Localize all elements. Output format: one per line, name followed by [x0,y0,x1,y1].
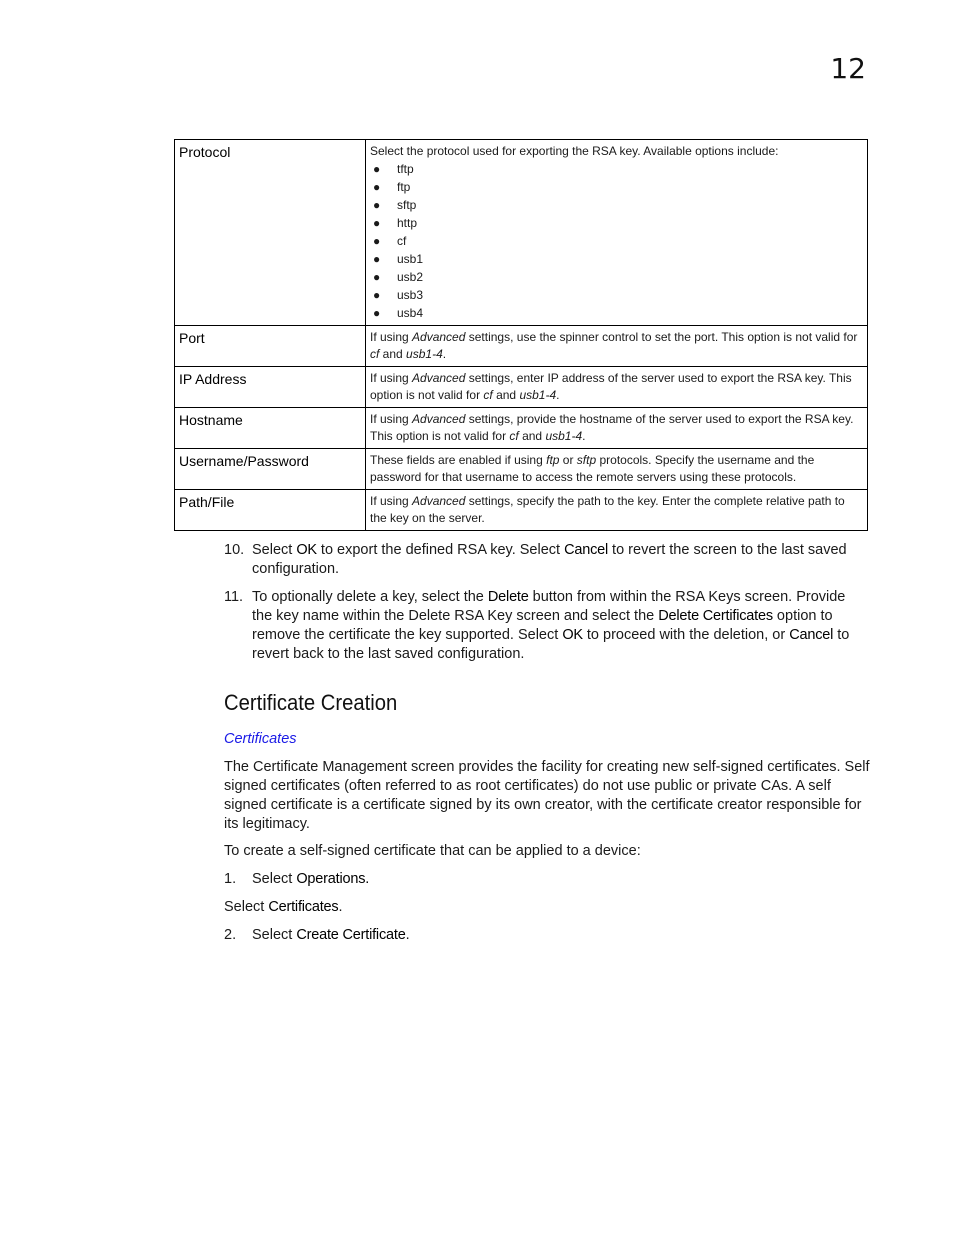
text: to revert back to the last saved configuration. [252,627,850,662]
step-number: 2. [224,927,237,943]
list-item [224,870,868,889]
step-number: 10. [224,542,245,558]
bullet-icon: ● [373,162,381,176]
param-description [366,140,868,326]
step-number: 1. [224,871,237,887]
text: If using [370,412,413,426]
text: option to remove the certificate the key supported. Select [252,608,833,643]
text: settings, enter IP address of the server used to export the RSA key. This option is not valid for [370,371,852,402]
emphasis: Advanced [412,494,466,508]
table-row [175,449,868,490]
bullet-icon: ● [373,306,381,320]
list-item [373,160,863,178]
emphasis: cf [370,347,380,361]
ui-label: Certificates [268,899,339,915]
step-10 [224,541,868,579]
param-description [366,490,868,531]
text: to export the defined RSA key. Select [316,542,565,558]
param-name: Username/Password [175,449,366,490]
text: and [492,388,520,402]
text: Select [252,871,297,887]
text: . [556,388,560,402]
text: These fields are enabled if using [370,453,547,467]
text: Select [252,542,297,558]
text: . [442,347,447,361]
ui-label: Cancel [789,627,834,643]
bullet-icon: ● [373,234,381,248]
option-label: cf [397,234,407,248]
text: and [518,429,546,443]
protocol-options-list [370,160,863,322]
list-item [373,304,863,322]
text: settings, specify the path to the key. Enter the complete relative path to the key on the server. [370,494,845,525]
text: . [405,927,410,943]
list-item [373,268,863,286]
bullet-icon: ● [373,180,381,194]
text: Select [224,899,269,915]
emphasis: usb1-4 [406,347,443,361]
text: . [582,429,586,443]
option-label: usb1 [397,252,424,266]
table-row [175,408,868,449]
option-label: ftp [397,180,411,194]
emphasis: usb1-4 [545,429,583,443]
step-number: 11. [224,589,244,605]
list-item [373,286,863,304]
param-description [366,449,868,490]
step-1 [224,870,868,889]
text: If using [370,371,413,385]
select-certificates-paragraph [224,898,870,917]
text: protocols. Specify the username and the password for that username to access the remote servers using these protocols. [370,453,815,484]
bullet-icon: ● [373,216,381,230]
section-title: Certificate Creation [224,690,398,715]
text: Select [252,927,297,943]
list-item [224,926,868,945]
emphasis: Advanced [412,371,466,385]
table-row [175,367,868,408]
ui-label: Create Certificate [296,927,406,943]
param-name: Port [175,326,366,367]
param-description [366,326,868,367]
bullet-icon: ● [373,288,381,302]
description-text: Select the protocol used for exporting the RSA key. Available options include: [370,144,779,158]
certificates-link[interactable]: Certificates [224,731,297,747]
list-item [373,232,863,250]
bullet-icon: ● [373,270,381,284]
text: . [338,899,343,915]
text: settings, use the spinner control to set the port. This option is not valid for [465,330,858,344]
list-item [373,196,863,214]
text: and [379,347,407,361]
ui-label: Delete Certificates [658,608,773,624]
text: settings, provide the hostname of the server used to export the RSA key. This option is not valid for [370,412,854,443]
step-11 [224,588,868,664]
param-description [366,367,868,408]
option-label: usb2 [397,270,424,284]
list-item [373,214,863,232]
param-name: Path/File [175,490,366,531]
text: To optionally delete a key, select the [252,589,488,605]
step-2 [224,926,868,945]
list-item [373,250,863,268]
ui-label: Operations. [296,871,370,887]
emphasis: sftp [576,453,597,467]
list-item [373,178,863,196]
parameter-table [174,139,868,531]
option-label: http [397,216,418,230]
lead-paragraph: To create a self-signed certificate that can be applied to a device: [224,843,641,859]
emphasis: cf [509,429,519,443]
param-description [366,408,868,449]
bullet-icon: ● [373,198,381,212]
text: to proceed with the deletion, or [582,627,790,643]
intro-paragraph: The Certificate Management screen provides the facility for creating new self-signed certificates. Self signed certificates (often referred to as root certificates) do not use public or private CAs. A self signed certificate is a certificate signed by its own creator, with the certificate creator responsible for its legitimacy. [224,759,870,832]
option-label: tftp [397,162,414,176]
option-label: usb4 [397,306,424,320]
text: or [559,453,577,467]
bullet-icon: ● [373,252,381,266]
emphasis: usb1-4 [519,388,557,402]
text: button from within the RSA Keys screen. Provide the key name within the Delete RSA Key screen and select the [252,589,846,624]
option-label: sftp [397,198,417,212]
list-item [224,588,868,664]
ui-label: OK [296,542,317,558]
table-row [175,326,868,367]
table-row [175,140,868,326]
text: to revert the screen to the last saved configuration. [252,542,847,577]
text: If using [370,494,413,508]
list-item [224,541,868,579]
emphasis: ftp [546,453,560,467]
emphasis: Advanced [412,330,466,344]
table-row [175,490,868,531]
ui-label: OK [562,627,583,643]
ui-label: Delete [487,589,529,605]
ui-label: Cancel [564,542,609,558]
emphasis: Advanced [412,412,466,426]
emphasis: cf [483,388,493,402]
text: If using [370,330,413,344]
chapter-number: 12 [830,52,866,85]
option-label: usb3 [397,288,424,302]
param-name: Hostname [175,408,366,449]
param-name: Protocol [175,140,366,326]
param-name: IP Address [175,367,366,408]
